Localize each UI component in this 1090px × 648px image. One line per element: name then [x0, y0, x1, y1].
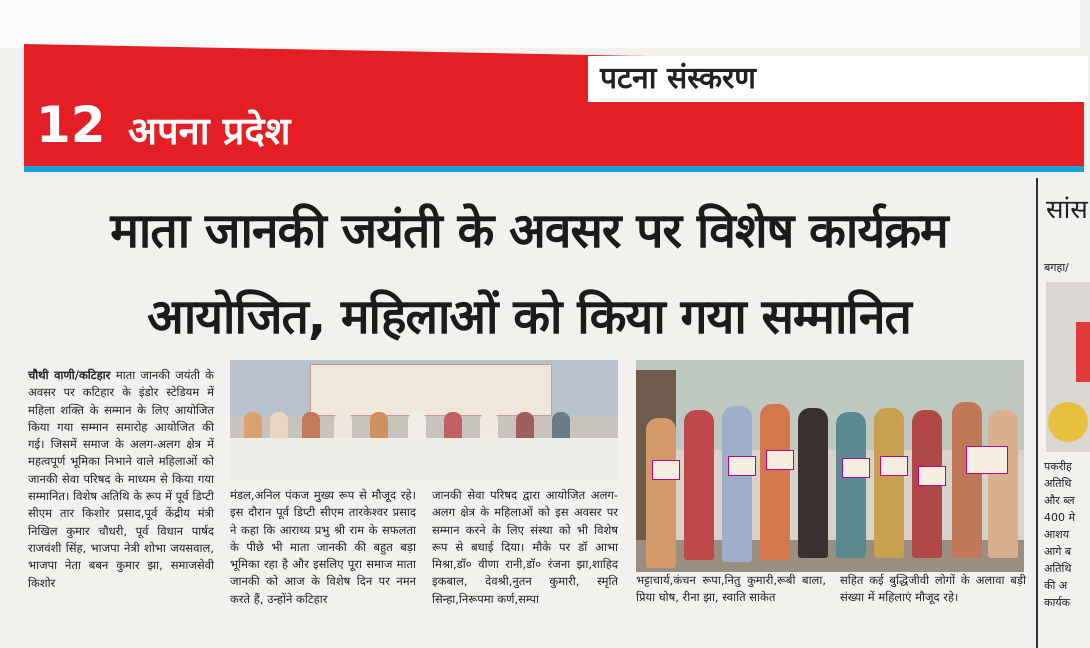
honouree: [684, 410, 714, 560]
header-underline: [24, 166, 1084, 172]
headline: [24, 188, 1034, 360]
page-number: 12: [36, 96, 106, 154]
adjacent-line: 400 मे: [1044, 511, 1076, 524]
article-column-1: [28, 367, 214, 592]
adjacent-line: अतिथि: [1044, 562, 1072, 575]
adjacent-line: आगे ब: [1044, 545, 1072, 558]
certificate: [842, 458, 870, 478]
adjacent-line: और ब्ल: [1044, 494, 1075, 507]
top-margin: [0, 0, 1080, 48]
article-column-4: भट्टाचार्य,कंचन रूपा,नितु कुमारी,रूबी बाला, प्रिया घोष, रीना झा, स्वाति साकेत: [636, 573, 826, 605]
honouree: [760, 404, 790, 560]
honouree: [798, 408, 828, 558]
adjacent-line: आशय: [1044, 528, 1070, 541]
adjacent-article: [1036, 178, 1088, 648]
article-text-1: माता जानकी जयंती के अवसर पर कटिहार के इंडोर स्टेडियम में महिला शक्ति के सम्मान के लिए आयोजित किया गया सम्मान समारोह आयोजित की गई। जिसमें समाज के अलग-अलग क्षेत्र में महत्वपूर्ण भूमिका निभाने वाले महिलाओं को जानकी सेवा परिषद के माध्यम से किया गया सम्मानित। विशेष अतिथि के रूप में पूर्व डिप्टी सीएम तार किशोर प्रसाद,पूर्व केंद्रीय मंत्री निखिल कुमार चौधरी, पूर्व विधान पार्षद राजवंशी सिंह, भाजपा नेत्री शोभा जयसवाल, भाजपा नेता बबन कुमार झा, समाजसेवी किशोर: [28, 368, 214, 590]
headline-line-1: माता जानकी जयंती के अवसर पर विशेष कार्यक्रम: [110, 203, 948, 259]
honouree: [646, 418, 676, 568]
adjacent-byline: बगहा/: [1044, 261, 1069, 274]
photo-detail: [1076, 322, 1090, 382]
certificate: [880, 456, 908, 476]
adjacent-line: अतिथि: [1044, 477, 1072, 490]
adjacent-headline: सांस: [1046, 195, 1088, 225]
honouree: [874, 408, 904, 558]
adjacent-text: [1044, 458, 1075, 611]
headline-line-2: आयोजित, महिलाओं को किया गया सम्मानित: [147, 289, 911, 345]
honouree: [722, 406, 752, 562]
adjacent-photo: [1046, 282, 1090, 452]
stage-photo: [230, 360, 618, 480]
certificate: [918, 466, 946, 486]
stage-table: [230, 438, 618, 480]
honouree: [836, 412, 866, 558]
article-column-5: सहित कई बुद्धिजीवी लोगों के अलावा बड़ी संख्या में महिलाएं मौजूद रहे।: [840, 573, 1026, 605]
certificate: [652, 460, 680, 480]
article-column-3: जानकी सेवा परिषद द्वारा आयोजित अलग-अलग क्षेत्र के महिलाओं को इस अवसर पर सम्मान करने के लिए संस्था को भी विशेष रूप से बधाई दिया। मौके पर डॉ आभा मिश्रा,डॉ० वीणा रानी,डॉ० रंजना झा,शाहिद इकबाल, देवश्री,नुतन कुमारी, स्मृति सिन्हा,निरूपमा कर्ण,सम्पा: [432, 488, 618, 606]
honouree: [988, 410, 1018, 558]
certificate: [966, 446, 1008, 474]
stage-banner: [310, 364, 552, 416]
adjacent-line: पकरीह: [1044, 460, 1072, 473]
honourees-photo: [636, 360, 1024, 572]
article-column-2: मंडल,अनिल पंकज मुख्य रूप से मौजूद रहे। इस दौरान पूर्व डिप्टी सीएम तारकेश्वर प्रसाद ने कहा कि आराध्य प्रभु श्री राम के सफलता के पीछे भी माता जानकी की बहुत बड़ा भूमिका रहा है और इसलिए पूरा समाज माता जानकी को आज के विशेष दिन पर नमन करते हैं, उन्होंने कटिहार: [230, 488, 416, 606]
adjacent-line: की अ: [1044, 579, 1068, 592]
byline: चौथी वाणी/कटिहार: [28, 368, 116, 382]
certificate: [728, 456, 756, 476]
section-title: अपना प्रदेश: [128, 109, 291, 153]
photo-detail: [1048, 402, 1088, 442]
edition-label: पटना संस्करण: [600, 61, 756, 96]
adjacent-line: कार्यक: [1044, 596, 1071, 609]
certificate: [766, 450, 794, 470]
honouree: [952, 402, 982, 558]
